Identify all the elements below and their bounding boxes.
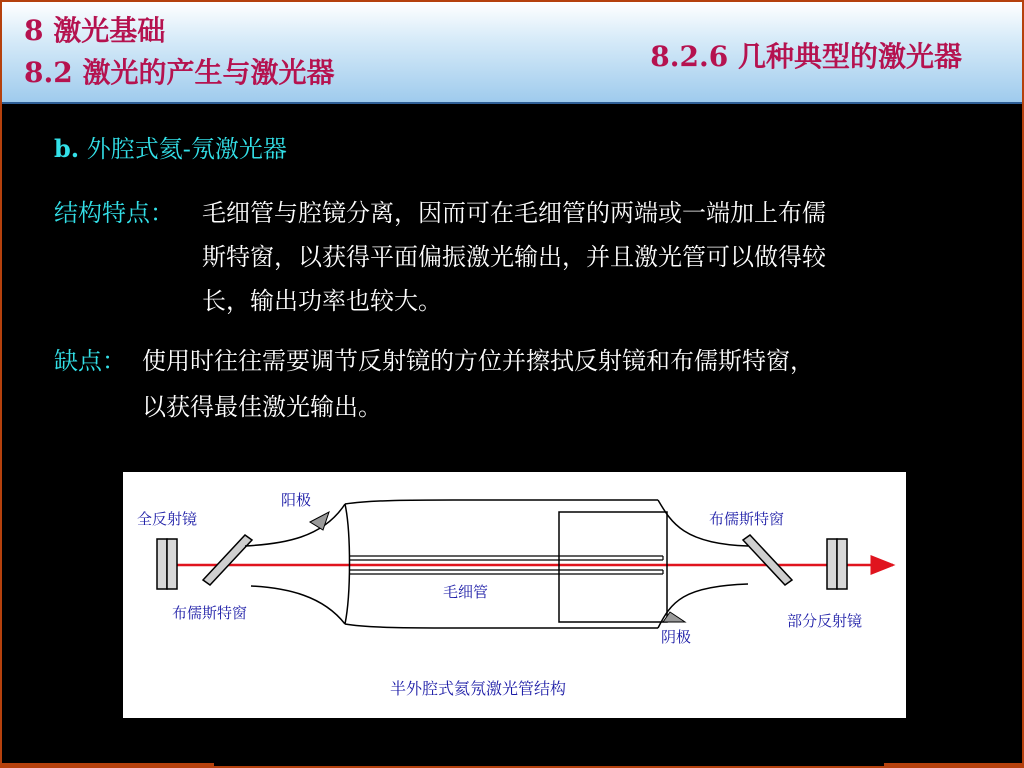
brewster-window-right-icon bbox=[743, 535, 792, 585]
item-heading bbox=[54, 134, 287, 164]
item-title: 外腔式氦-氖激光器 bbox=[86, 135, 287, 163]
label-anode: 阳极 bbox=[281, 491, 312, 509]
anode-electrode-icon bbox=[310, 512, 329, 530]
slide-header bbox=[2, 2, 1022, 104]
total-mirror-icon bbox=[157, 539, 177, 589]
structure-line-3: 长，输出功率也较大。 bbox=[202, 287, 442, 315]
item-label: b. bbox=[54, 134, 80, 163]
structure-line-2: 斯特窗，以获得平面偏振激光输出，并且激光管可以做得较 bbox=[202, 243, 826, 271]
cons-line-1: 使用时往往需要调节反射镜的方位并擦拭反射镜和布儒斯特窗， bbox=[142, 347, 814, 375]
section-title: 8.2 激光的产生与激光器 bbox=[24, 56, 335, 89]
bottom-right-decoration bbox=[884, 763, 1022, 766]
structure-label: 结构特点： bbox=[54, 199, 174, 227]
partial-mirror-icon bbox=[827, 539, 847, 589]
figure-caption: 半外腔式氦氖激光管结构 bbox=[390, 679, 567, 698]
laser-tube-figure bbox=[123, 472, 906, 718]
subsection-title: 8.2.6 几种典型的激光器 bbox=[650, 40, 962, 73]
bottom-left-decoration bbox=[2, 763, 214, 766]
chapter-title: 8 激光基础 bbox=[24, 14, 166, 47]
label-total-mirror: 全反射镜 bbox=[137, 510, 198, 528]
cons-line-2: 以获得最佳激光输出。 bbox=[142, 393, 382, 421]
cons-label: 缺点： bbox=[54, 347, 126, 375]
label-capillary: 毛细管 bbox=[443, 583, 489, 601]
label-brewster-right: 布儒斯特窗 bbox=[709, 510, 785, 528]
label-cathode: 阴极 bbox=[661, 628, 692, 646]
laser-tube-diagram bbox=[123, 472, 906, 718]
structure-line-1: 毛细管与腔镜分离，因而可在毛细管的两端或一端加上布儒 bbox=[202, 199, 826, 227]
brewster-window-left-icon bbox=[203, 535, 252, 585]
label-partial-mirror: 部分反射镜 bbox=[787, 612, 863, 630]
label-brewster-left: 布儒斯特窗 bbox=[172, 604, 248, 622]
